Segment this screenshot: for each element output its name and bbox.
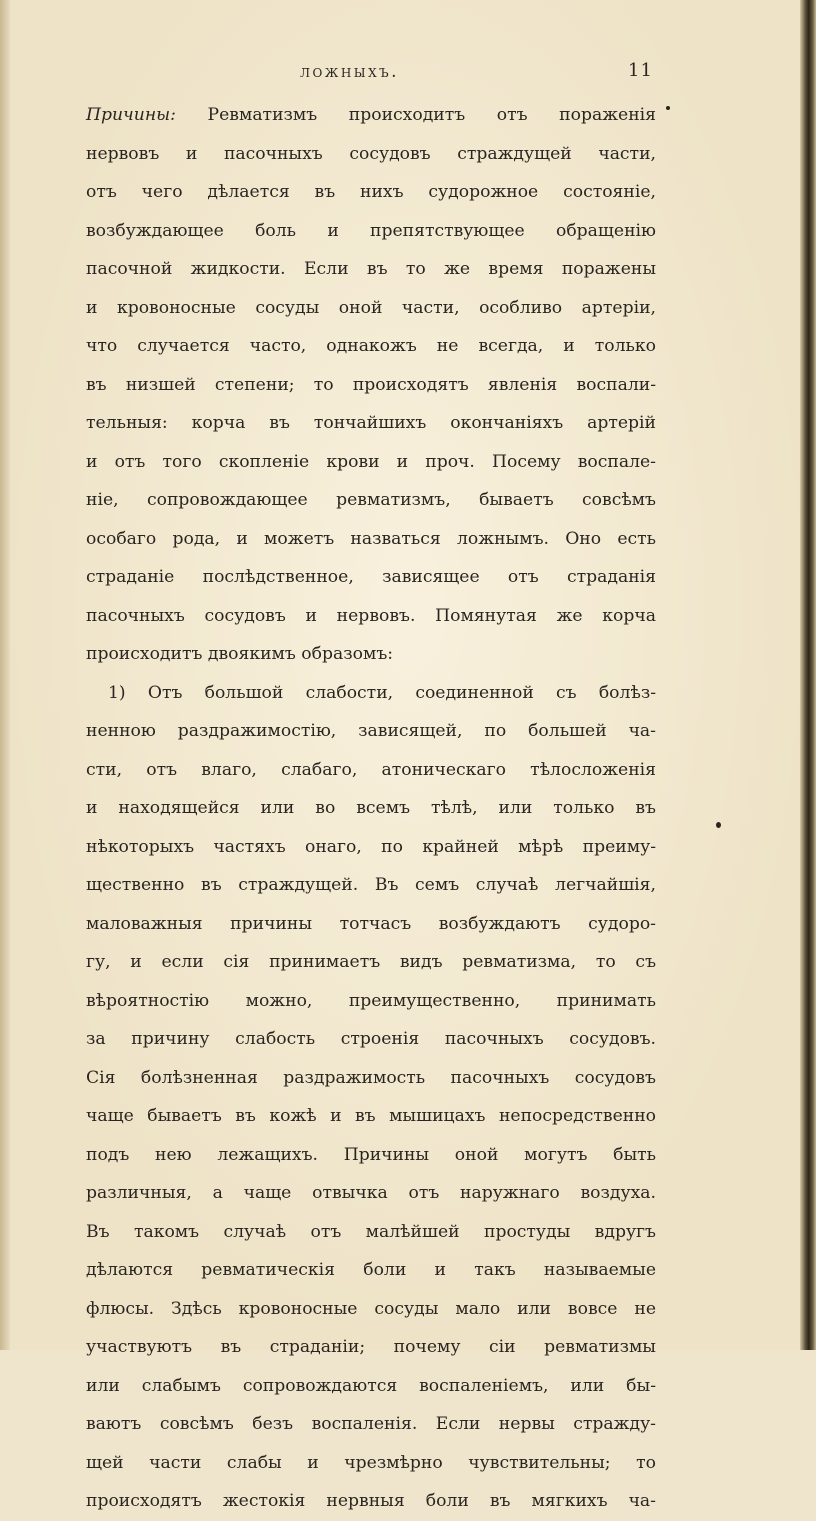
text-line: что случается часто, однакожъ не всегда, и только <box>86 336 656 356</box>
text-line: 1) Отъ большой слабости, соединенной съ болѣз- <box>108 682 656 703</box>
text-line: щественно въ страждущей. Въ семъ случаѣ легчайшія, <box>86 875 656 895</box>
text-line: особаго рода, и можетъ назваться ложнымъ. Оно есть <box>86 528 656 549</box>
text-line: нѣкоторыхъ частяхъ онаго, по крайней мѣрѣ преиму- <box>86 836 656 857</box>
text-line: нервовъ и пасочныхъ сосудовъ страждущей части, <box>86 143 656 164</box>
text-line: Сія болѣзненная раздражимость пасочныхъ сосудовъ <box>86 1067 656 1088</box>
text-line: ваютъ совсѣмъ безъ воспаленія. Если нервы стражду- <box>86 1414 656 1434</box>
text-line: происходитъ двоякимъ образомъ: <box>86 644 394 664</box>
ink-speck <box>716 822 721 828</box>
text-line: пасочной жидкости. Если въ то же время поражены <box>86 259 656 279</box>
text-line: происходятъ жестокія нервныя боли въ мягкихъ ча- <box>86 1491 656 1511</box>
text-line: чаще бываетъ въ кожѣ и въ мышицахъ непосредственно <box>86 1106 656 1126</box>
text-line: подъ нею лежащихъ. Причины оной могутъ быть <box>86 1144 656 1165</box>
text-line: дѣлаются ревматическія боли и такъ называемые <box>86 1260 656 1280</box>
text-line: въ низшей степени; то происходятъ явленія воспали- <box>86 374 656 395</box>
text-line: тельныя: корча въ тончайшихъ окончаніяхъ артерій <box>86 413 656 433</box>
running-head: ложныхъ. <box>300 62 400 82</box>
text-line: Въ такомъ случаѣ отъ малѣйшей простуды вдругъ <box>86 1221 656 1242</box>
page-gutter <box>0 0 10 1350</box>
text-line: сти, отъ влаго, слабаго, атоническаго тѣлосложенія <box>86 759 656 780</box>
text-line <box>86 96 656 135</box>
text-line: ніе, сопровождающее ревматизмъ, бываетъ совсѣмъ <box>86 490 656 510</box>
text-line: флюсы. Здѣсь кровоносные сосуды мало или вовсе не <box>86 1298 656 1319</box>
page-edge-shadow <box>800 0 816 1350</box>
text-line: ненною раздражимостію, зависящей, по большей ча- <box>86 721 656 741</box>
text-line: и отъ того скопленіе крови и проч. Посему воспале- <box>86 451 656 472</box>
text-line: участвуютъ въ страданіи; почему сіи ревматизмы <box>86 1337 656 1357</box>
section-lead: Причины: <box>86 105 176 125</box>
text-line: страданіе послѣдственное, зависящее отъ страданія <box>86 567 656 587</box>
page-number: 11 <box>628 60 653 81</box>
text-line: или слабымъ сопровождаются воспаленіемъ, или бы- <box>86 1375 656 1396</box>
text-line: вѣроятностію можно, преимущественно, принимать <box>86 990 656 1011</box>
text-line: возбуждающее боль и препятствующее обращенію <box>86 220 656 241</box>
text-line: маловажныя причины тотчасъ возбуждаютъ судоро- <box>86 913 656 934</box>
text-line-content: Ревматизмъ происходитъ отъ пораженія <box>207 105 656 125</box>
body-text <box>86 96 656 1521</box>
ink-speck <box>666 106 670 110</box>
text-line: и кровоносные сосуды оной части, особливо артеріи, <box>86 297 656 318</box>
text-line: гу, и если сія принимаетъ видъ ревматизма, то съ <box>86 952 656 972</box>
text-line: и находящейся или во всемъ тѣлѣ, или только въ <box>86 798 656 818</box>
text-line: щей части слабы и чрезмѣрно чувствительны; то <box>86 1452 656 1473</box>
text-line: различныя, а чаще отвычка отъ наружнаго воздуха. <box>86 1183 656 1203</box>
text-line: за причину слабость строенія пасочныхъ сосудовъ. <box>86 1029 656 1049</box>
text-line: пасочныхъ сосудовъ и нервовъ. Помянутая же корча <box>86 605 656 626</box>
text-line: отъ чего дѣлается въ нихъ судорожное состояніе, <box>86 182 656 202</box>
